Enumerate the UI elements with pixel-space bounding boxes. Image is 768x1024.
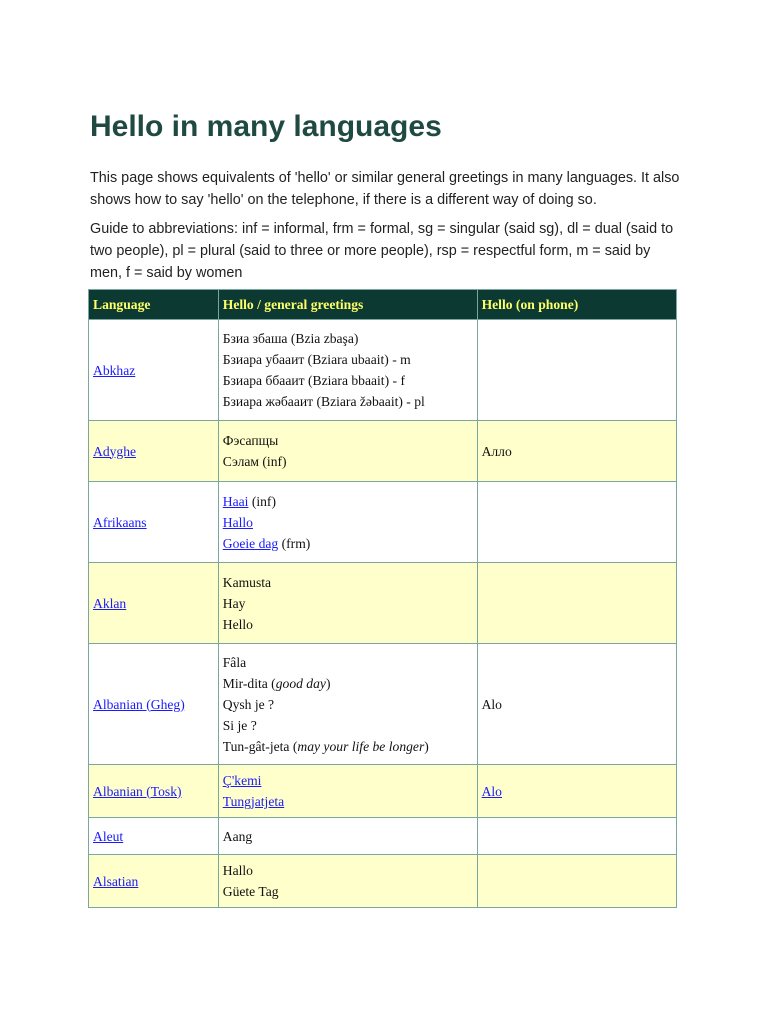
greeting-translation: good day [275, 675, 326, 691]
language-link[interactable]: Alsatian [93, 873, 139, 889]
phone-cell [477, 421, 676, 482]
language-cell [89, 818, 219, 855]
greeting-line [223, 791, 473, 812]
greeting-line: Fâla [222, 654, 247, 670]
abbreviation-guide: Guide to abbreviations: inf = informal, frm = formal, sg = singular (said sg), dl = dual (said to two people), pl = plural (said to three or more people), rsp = respectful form, m = said by men, f = said by women [90, 221, 674, 281]
greeting-line [223, 512, 473, 533]
greeting-line: Goeie dag (frm) [222, 535, 311, 551]
header-phone: Hello (on phone) [477, 290, 676, 320]
phone-cell [477, 765, 676, 818]
table-header-row [89, 290, 677, 320]
table-row [89, 765, 677, 818]
language-cell [89, 421, 219, 482]
greeting-line: Hay [222, 595, 246, 611]
language-link[interactable]: Aklan [93, 595, 127, 611]
greetings-cell [218, 563, 477, 644]
phone-cell [477, 320, 676, 421]
greeting-link[interactable]: Goeie dag [222, 535, 279, 551]
greeting-line: Бзиара жәбааит (Bziara žəbaait) - pl [222, 394, 425, 409]
greeting-translation: may your life be longer [297, 738, 425, 754]
greetings-cell [218, 320, 477, 421]
greetings-cell [218, 644, 477, 765]
language-cell [89, 644, 219, 765]
greeting-link[interactable]: Haai [222, 493, 249, 509]
greeting-line: Hallo [222, 863, 253, 878]
greeting-line: Бзиа збаша (Bzia zbaşa) [222, 331, 359, 346]
greeting-line: Сэлам (inf) [222, 454, 287, 469]
greeting-line: Haai (inf) [222, 493, 276, 509]
table-row [89, 855, 677, 908]
table-row [89, 320, 677, 421]
phone-cell [477, 482, 676, 563]
greeting-line: Kamusta [222, 574, 272, 590]
table-row [89, 421, 677, 482]
table-row [89, 818, 677, 855]
phone-greeting: Alo [481, 696, 502, 712]
language-cell [89, 765, 219, 818]
header-language: Language [89, 290, 219, 320]
greeting-line: Фэсапщы [222, 433, 279, 448]
language-cell [89, 320, 219, 421]
greeting-link[interactable]: Ç'kemi [222, 773, 262, 788]
phone-cell [477, 644, 676, 765]
greetings-cell [218, 421, 477, 482]
language-link[interactable]: Abkhaz [93, 362, 136, 378]
greeting-line: Бзиара ббааит (Bziara bbaait) - f [222, 373, 405, 388]
greeting-line: Aang [222, 828, 253, 844]
greetings-cell [218, 482, 477, 563]
phone-greeting: Алло [481, 443, 512, 459]
greeting-line: Hello [222, 616, 253, 632]
greeting-line: Güete Tag [222, 884, 279, 899]
language-cell [89, 482, 219, 563]
greeting-line [223, 770, 473, 791]
table-row [89, 482, 677, 563]
language-link[interactable]: Afrikaans [93, 514, 147, 530]
header-greetings: Hello / general greetings [218, 290, 477, 320]
greeting-line: Qysh je ? [222, 696, 275, 712]
page-title: Hello in many languages [90, 110, 442, 143]
language-link[interactable]: Adyghe [93, 443, 137, 459]
greetings-cell [218, 818, 477, 855]
greetings-cell [218, 765, 477, 818]
greeting-line: Si je ? [222, 717, 257, 733]
language-cell [89, 855, 219, 908]
greetings-cell [218, 855, 477, 908]
greeting-line: Mir-dita (good day) [222, 675, 331, 691]
language-link[interactable]: Aleut [93, 828, 124, 844]
greeting-line: Tun-gât-jeta (may your life be longer) [222, 738, 429, 754]
greeting-link[interactable]: Hallo [222, 514, 253, 530]
table-row [89, 644, 677, 765]
table-row [89, 563, 677, 644]
language-link[interactable]: Albanian (Tosk) [93, 783, 182, 799]
phone-cell [477, 563, 676, 644]
phone-cell [477, 855, 676, 908]
phone-cell [477, 818, 676, 855]
greetings-table [88, 289, 677, 908]
greeting-link[interactable]: Tungjatjeta [222, 794, 285, 809]
table-body [89, 320, 677, 908]
phone-greeting-link[interactable]: Alo [481, 783, 502, 799]
greeting-line: Бзиара убааит (Bziara ubaait) - m [222, 352, 411, 367]
intro-paragraph: This page shows equivalents of 'hello' or similar general greetings in many languages. It also shows how to say 'hello' on the telephone, if there is a different way of doing so. [90, 170, 680, 208]
language-cell [89, 563, 219, 644]
language-link[interactable]: Albanian (Gheg) [93, 696, 185, 712]
